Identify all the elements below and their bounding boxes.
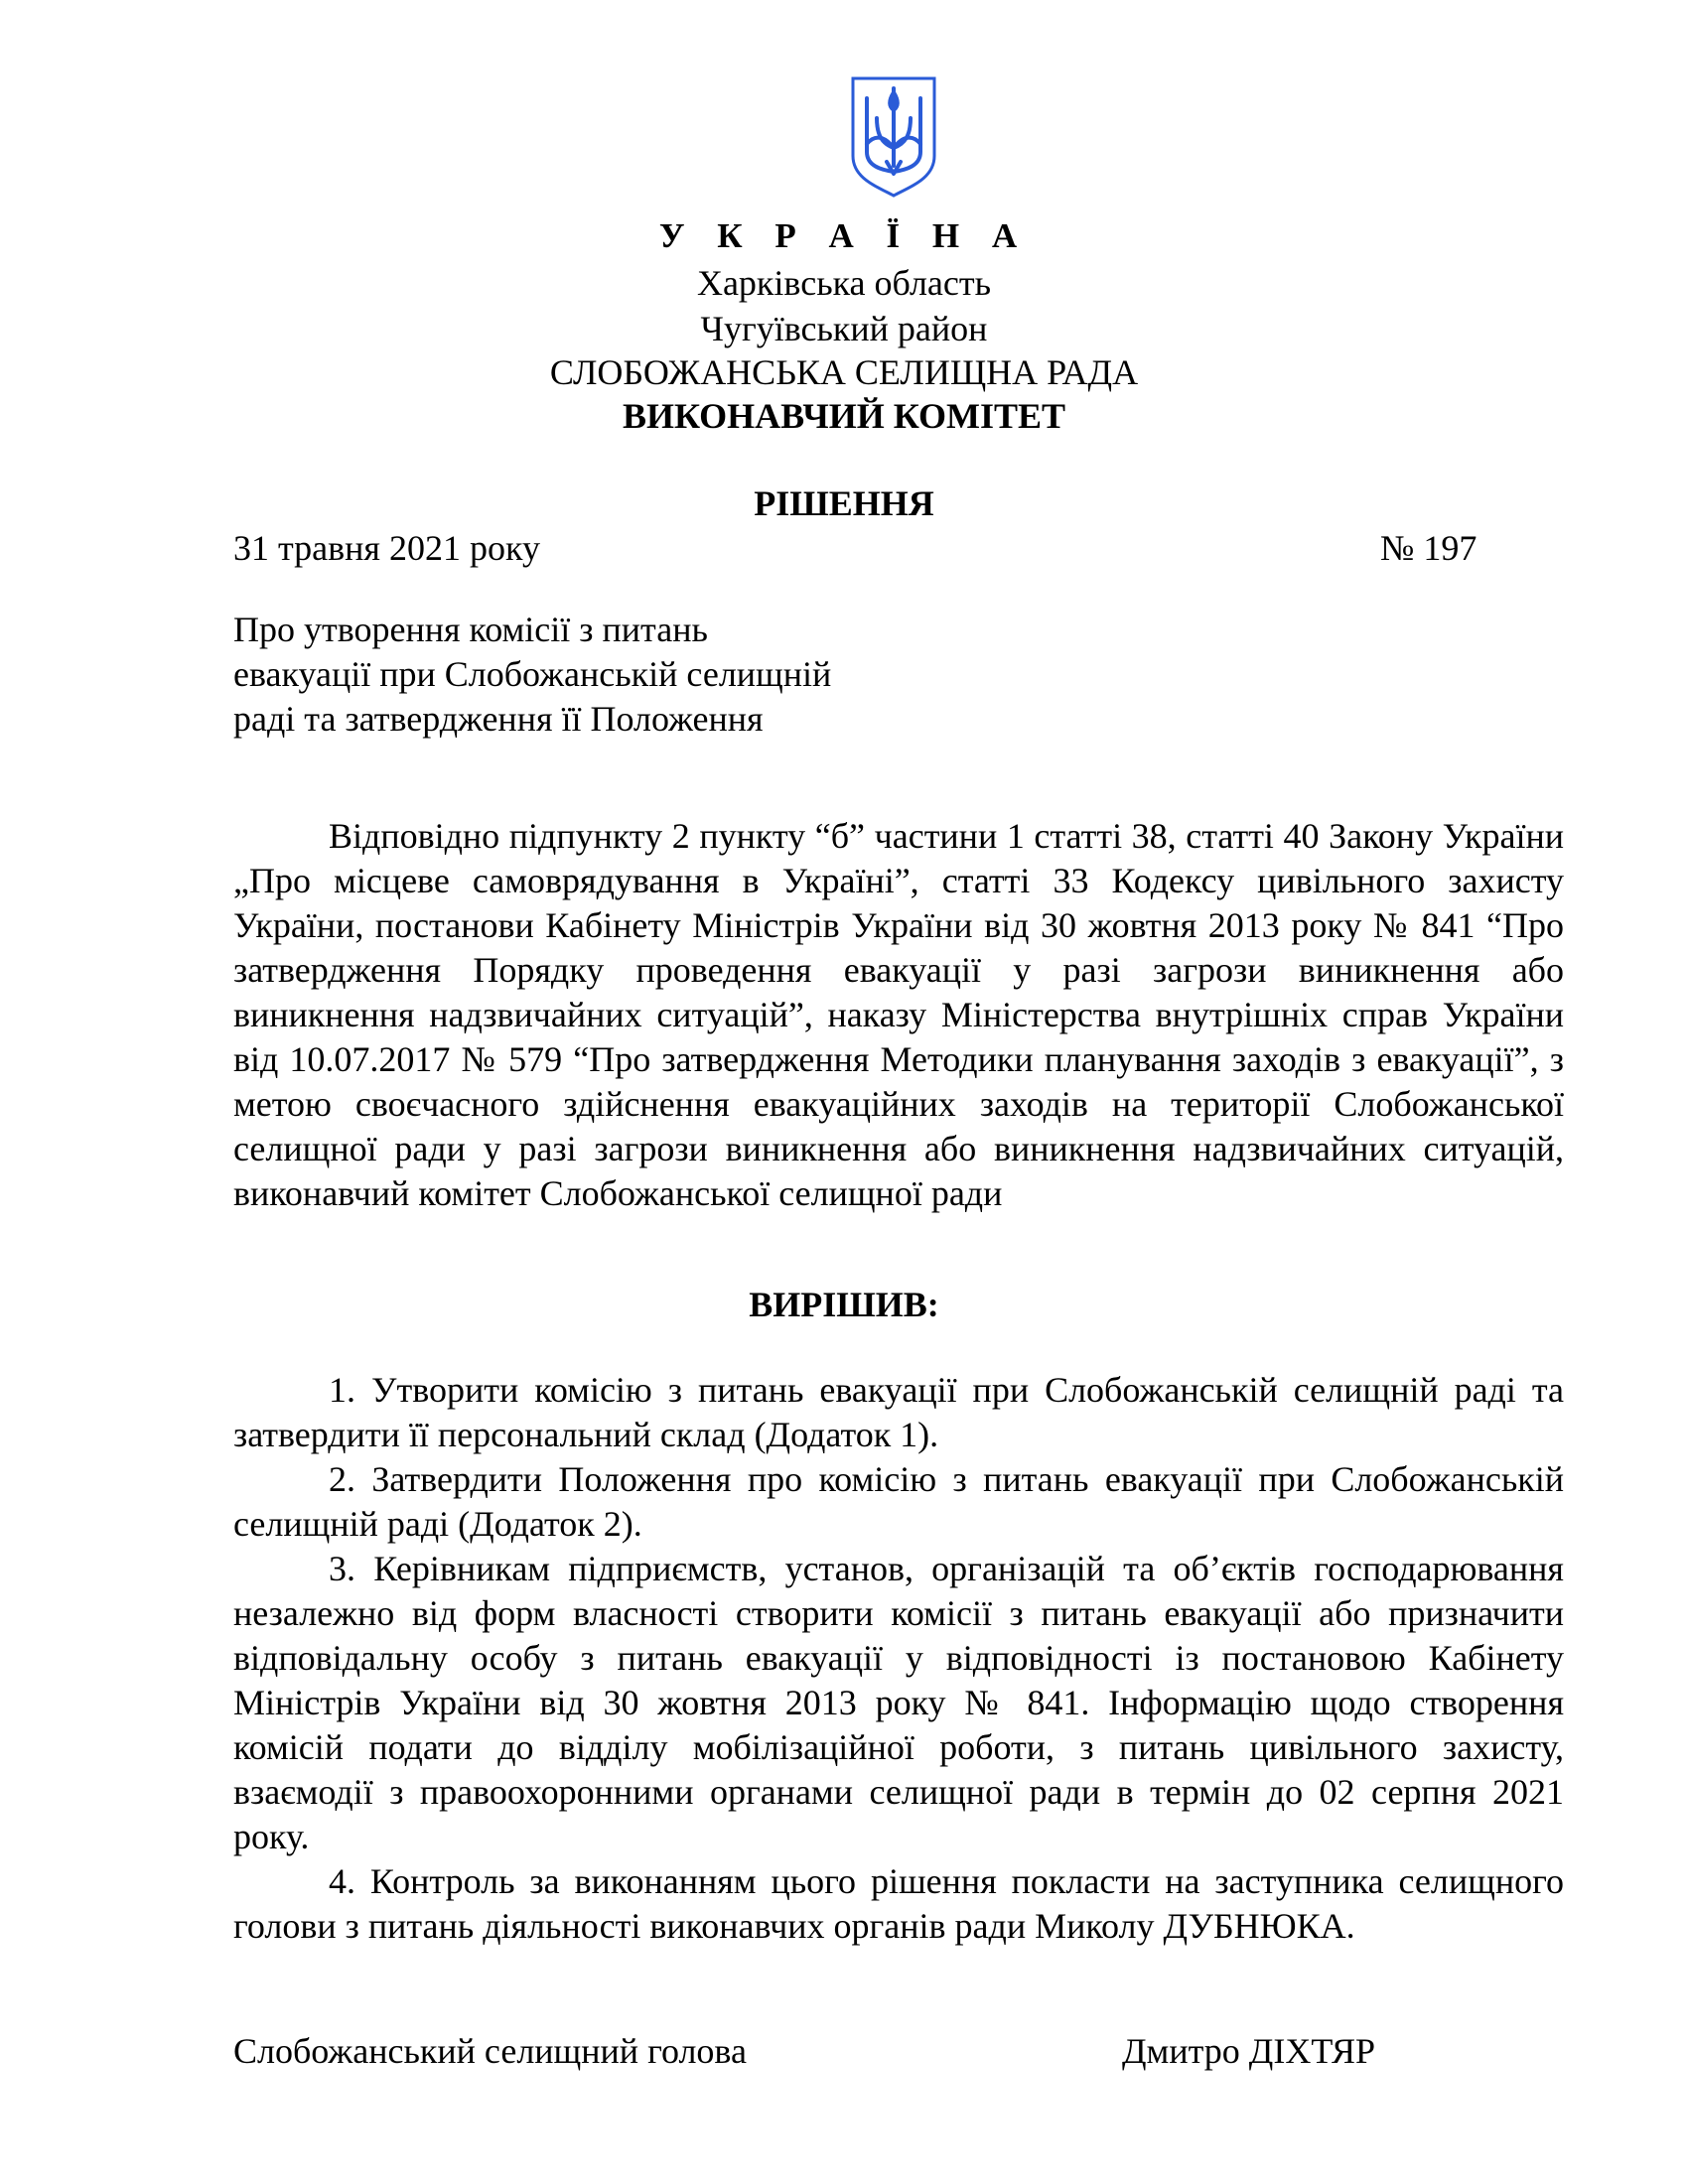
preamble-block: [233, 814, 1564, 1216]
decision-item-4: 4. Контроль за виконанням цього рішення покласти на заступника селищного голови з питань діяльності виконавчих органів ради Миколу ДУБНЮКА.: [233, 1861, 1564, 1946]
coat-of-arms-icon: [849, 74, 938, 199]
country-title: У К Р А Ї Н А: [658, 216, 1030, 255]
title-line: раді та затвердження її Положення: [233, 699, 764, 739]
document-number: № 197: [1380, 528, 1477, 568]
decided-heading: ВИРІШИВ:: [749, 1285, 939, 1324]
district-line: Чугуївський район: [700, 309, 988, 348]
signature-name: Дмитро ДІХТЯР: [1122, 2031, 1375, 2071]
document-title: [233, 608, 831, 742]
region-line: Харківська область: [696, 263, 992, 303]
preamble-paragraph: Відповідно підпункту 2 пункту “б” частини 1 статті 38, статті 40 Закону України „Про місцеве самоврядування в Україні”, статті 33 Кодексу цивільного захисту України, постанови Кабінету Міністрів України від 30 жовтня 2013 року № 841 “Про затвердження Порядку проведення евакуації у разі загрози виникнення або виникнення надзвичайних ситуацій”, наказу Міністерства внутрішніх справ України від 10.07.2017 № 579 “Про затвердження Методики планування заходів з евакуації”, з метою своєчасного здійснення евакуаційних заходів на території Слобожанської селищної ради у разі загрози виникнення або виникнення надзвичайних ситуацій, виконавчий комітет Слобожанської селищної ради: [233, 816, 1564, 1213]
decision-items: [233, 1368, 1564, 1949]
title-line: Про утворення комісії з питань: [233, 610, 708, 649]
council-line: СЛОБОЖАНСЬКА СЕЛИЩНА РАДА: [549, 352, 1139, 392]
decision-item-2: 2. Затвердити Положення про комісію з питань евакуації при Слобожанській селищній раді (Додаток 2).: [233, 1459, 1564, 1544]
committee-line: ВИКОНАВЧИЙ КОМІТЕТ: [622, 396, 1066, 436]
document-type: РІШЕННЯ: [754, 483, 934, 523]
decision-item-1: 1. Утворити комісію з питань евакуації при Слобожанській селищній раді та затвердити її персональний склад (Додаток 1).: [233, 1370, 1564, 1454]
decision-item-3: 3. Керівникам підприємств, установ, організацій та об’єктів господарювання незалежно від форм власності створити комісії з питань евакуації або призначити відповідальну особу з питань евакуації у відповідності із постановою Кабінету Міністрів України від 30 жовтня 2013 року № 841. Інформацію щодо створення комісій подати до відділу мобілізаційної роботи, з питань цивільного захисту, взаємодії з правоохоронними органами селищної ради в термін до 02 серпня 2021 року.: [233, 1549, 1564, 1856]
document-date: 31 травня 2021 року: [233, 528, 540, 568]
signature-position: Слобожанський селищний голова: [233, 2031, 747, 2071]
title-line: евакуації при Слобожанській селищній: [233, 654, 832, 694]
